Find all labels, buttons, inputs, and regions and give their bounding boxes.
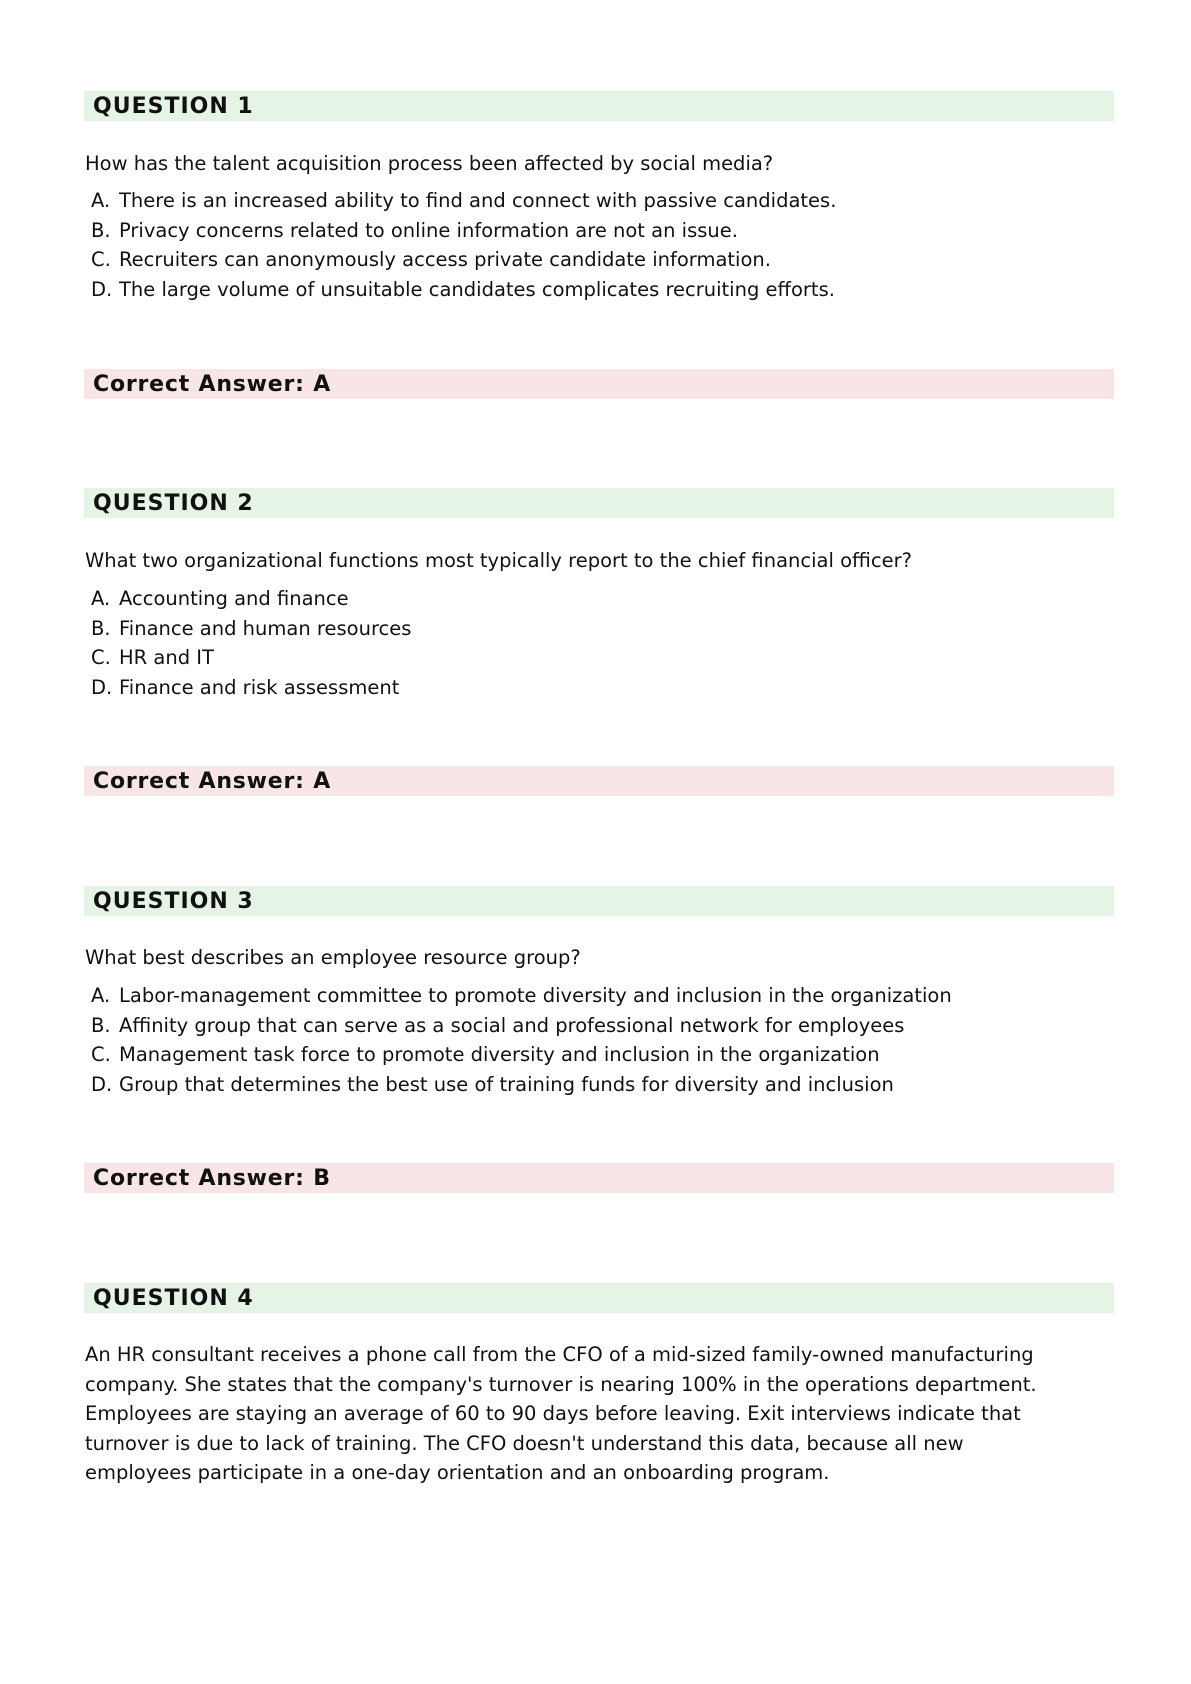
question-2-option-b (91, 614, 411, 644)
option-text: HR and IT (119, 646, 214, 670)
option-letter: A. (91, 587, 111, 610)
option-letter: C. (91, 646, 111, 670)
question-3-stem: What best describes an employee resource group? (85, 946, 581, 969)
option-text: Affinity group that can serve as a social and professional network for employees (119, 1013, 905, 1037)
option-text: Finance and human resources (119, 616, 412, 640)
option-text: The large volume of unsuitable candidates complicates recruiting efforts. (119, 277, 835, 301)
answer-label: Correct Answer: (93, 1166, 305, 1191)
question-2-options (91, 584, 411, 702)
question-2-header: QUESTION 2 (84, 488, 1114, 518)
option-text: Privacy concerns related to online information are not an issue. (119, 218, 738, 242)
option-letter: B. (91, 616, 111, 640)
option-letter: B. (91, 218, 111, 242)
option-text: Recruiters can anonymously access private candidate information. (119, 248, 771, 272)
question-1-correct-answer (84, 369, 1114, 399)
option-letter: D. (91, 277, 113, 301)
question-1-option-a (91, 186, 836, 216)
question-1-stem: How has the talent acquisition process been affected by social media? (85, 152, 774, 175)
option-text: Management task force to promote diversity and inclusion in the organization (119, 1043, 880, 1067)
option-text: Finance and risk assessment (119, 675, 400, 699)
option-letter: C. (91, 248, 111, 272)
question-3-option-b (91, 1011, 952, 1041)
option-text: Accounting and finance (119, 587, 349, 610)
answer-label: Correct Answer: (93, 769, 305, 794)
question-3-option-c (91, 1040, 952, 1070)
option-text: Labor-management committee to promote diversity and inclusion in the organization (119, 984, 952, 1007)
question-2-correct-answer (84, 766, 1114, 796)
question-3-header: QUESTION 3 (84, 886, 1114, 916)
question-1-option-d (91, 275, 836, 305)
option-letter: A. (91, 189, 111, 212)
option-letter: D. (91, 675, 113, 699)
question-2-stem: What two organizational functions most typically report to the chief financial officer? (85, 549, 912, 572)
option-text: Group that determines the best use of training funds for diversity and inclusion (119, 1072, 894, 1096)
answer-value: A (313, 769, 332, 794)
question-1-options (91, 186, 836, 304)
answer-value: B (313, 1166, 331, 1191)
question-3-correct-answer (84, 1163, 1114, 1193)
question-1-option-b (91, 216, 836, 246)
option-letter: B. (91, 1013, 111, 1037)
question-1-header: QUESTION 1 (84, 91, 1114, 121)
question-3-option-d (91, 1070, 952, 1100)
option-letter: A. (91, 984, 111, 1007)
question-4-header: QUESTION 4 (84, 1283, 1114, 1313)
question-2-option-c (91, 643, 411, 673)
option-letter: C. (91, 1043, 111, 1067)
question-4-stem: An HR consultant receives a phone call from the CFO of a mid-sized family-owned manufacturing company. She states that the company's turnover is nearing 100% in the operations department. Employees are staying an average of 60 to 90 days before leaving. Exit interviews indicate that turnover is due to lack of training. The CFO doesn't understand this data, because all new employees participate in a one-day orientation and an onboarding program. (85, 1343, 1037, 1485)
option-text: There is an increased ability to find and connect with passive candidates. (119, 189, 837, 212)
option-letter: D. (91, 1072, 113, 1096)
answer-label: Correct Answer: (93, 372, 305, 397)
question-3-options (91, 981, 952, 1099)
question-3-option-a (91, 981, 952, 1011)
question-1-option-c (91, 245, 836, 275)
question-2-option-d (91, 673, 411, 703)
answer-value: A (313, 372, 332, 397)
question-2-option-a (91, 584, 411, 614)
